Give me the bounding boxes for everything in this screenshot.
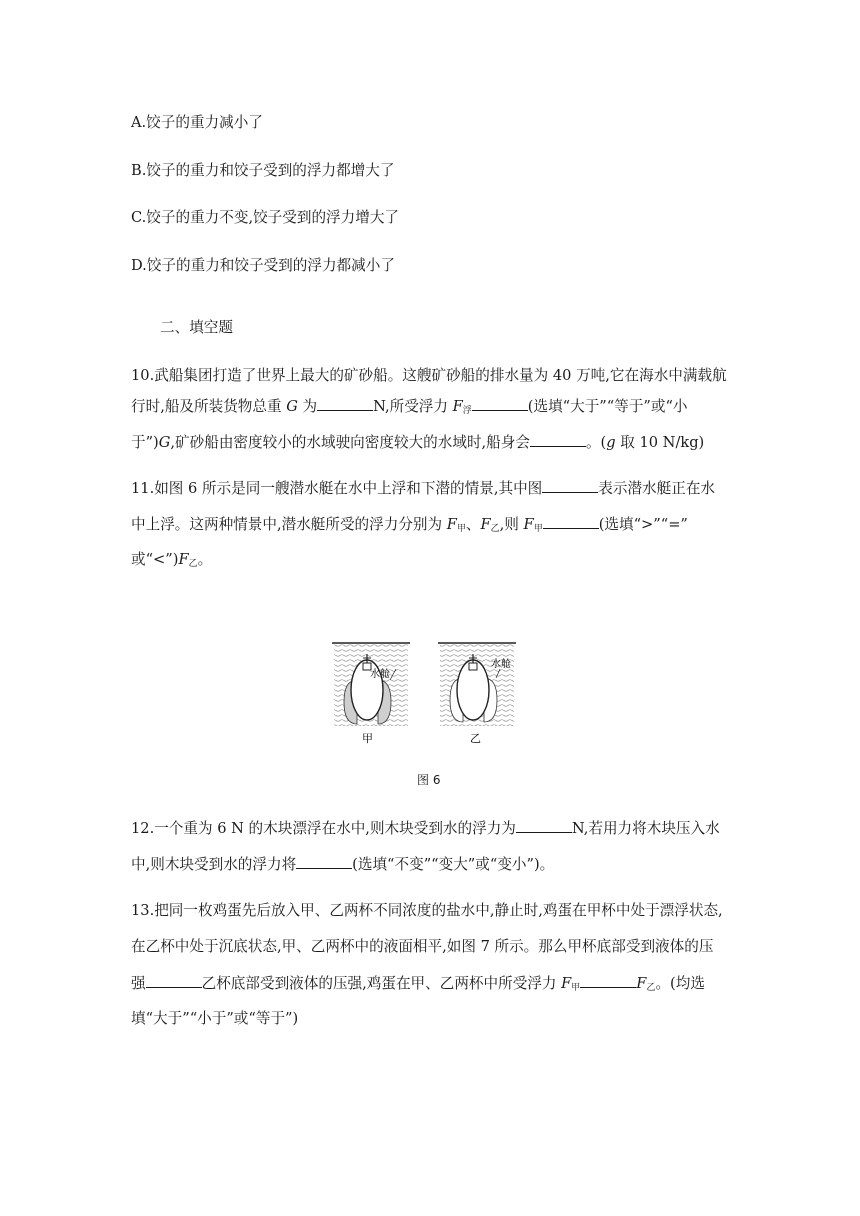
figure-6 — [332, 638, 516, 750]
answer-blank[interactable] — [146, 973, 202, 988]
q10-line-2: 行时,船及所装货物总重 G 为 N,所受浮力 $F_浮$ (选填“大于”“等于”或“小 — [131, 398, 688, 416]
q12-line-1: 12.一个重为 6 N 的木块漂浮在水中,则木块受到水的浮力为 N,若用力将木块压入水 — [131, 820, 720, 837]
q13-line-3: 强 乙杯底部受到液体的压强,鸡蛋在甲、乙两杯中所受浮力 $F_甲$ $F_乙$。(均选 — [131, 975, 705, 993]
answer-blank[interactable] — [542, 478, 598, 493]
q13-line-1: 13.把同一枚鸡蛋先后放入甲、乙两杯不同浓度的盐水中,静止时,鸡蛋在甲杯中处于漂浮状态, — [131, 902, 723, 919]
q10-line-1: 10.武船集团打造了世界上最大的矿砂船。这艘矿砂船的排水量为 40 万吨,它在海水中满载航 — [131, 367, 727, 384]
submarine-jia-diagram — [332, 643, 410, 726]
answer-blank[interactable] — [317, 396, 373, 411]
answer-blank[interactable] — [530, 432, 586, 447]
option-a: A.饺子的重力减小了 — [131, 114, 263, 131]
label-jia: 甲 — [362, 732, 373, 745]
answer-blank[interactable] — [580, 973, 636, 988]
q13-line-4: 填“大于”“小于”或“等于”) — [131, 1010, 299, 1027]
option-d: D.饺子的重力和饺子受到的浮力都减小了 — [131, 257, 395, 274]
answer-blank[interactable] — [516, 818, 572, 833]
label-tank-jia: 水舱 — [370, 669, 390, 680]
q11-line-2: 中上浮。这两种情景中,潜水艇所受的浮力分别为 $F_甲$、$F_乙$,则 $F_甲$ (选填“>”“=” — [131, 516, 688, 534]
answer-blank[interactable] — [296, 854, 352, 869]
q12-line-2: 中,则木块受到水的浮力将 (选填“不变”“变大”或“变小”)。 — [131, 856, 555, 873]
q11-line-3: 或“$<”)F_乙$。 — [131, 551, 213, 569]
answer-blank[interactable] — [472, 396, 528, 411]
option-b: B.饺子的重力和饺子受到的浮力都增大了 — [131, 162, 395, 179]
q13-line-2: 在乙杯中处于沉底状态,甲、乙两杯中的液面相平,如图 7 所示。那么甲杯底部受到液体的压 — [131, 938, 714, 955]
submarine-yi-diagram — [438, 643, 516, 726]
label-tank-yi: 水舱 — [491, 659, 511, 670]
answer-blank[interactable] — [543, 514, 599, 529]
figure-caption: 图 6 — [417, 773, 441, 787]
q11-line-1: 11.如图 6 所示是同一艘潜水艇在水中上浮和下潜的情景,其中图 表示潜水艇正在水 — [131, 480, 716, 497]
option-c: C.饺子的重力不变,饺子受到的浮力增大了 — [131, 209, 400, 226]
section-heading: 二、填空题 — [160, 319, 233, 336]
label-yi: 乙 — [470, 732, 481, 745]
q10-line-3: 于”)G,矿砂船由密度较小的水域驶向密度较大的水域时,船身会 。(g 取 10 N/kg) — [131, 434, 705, 451]
